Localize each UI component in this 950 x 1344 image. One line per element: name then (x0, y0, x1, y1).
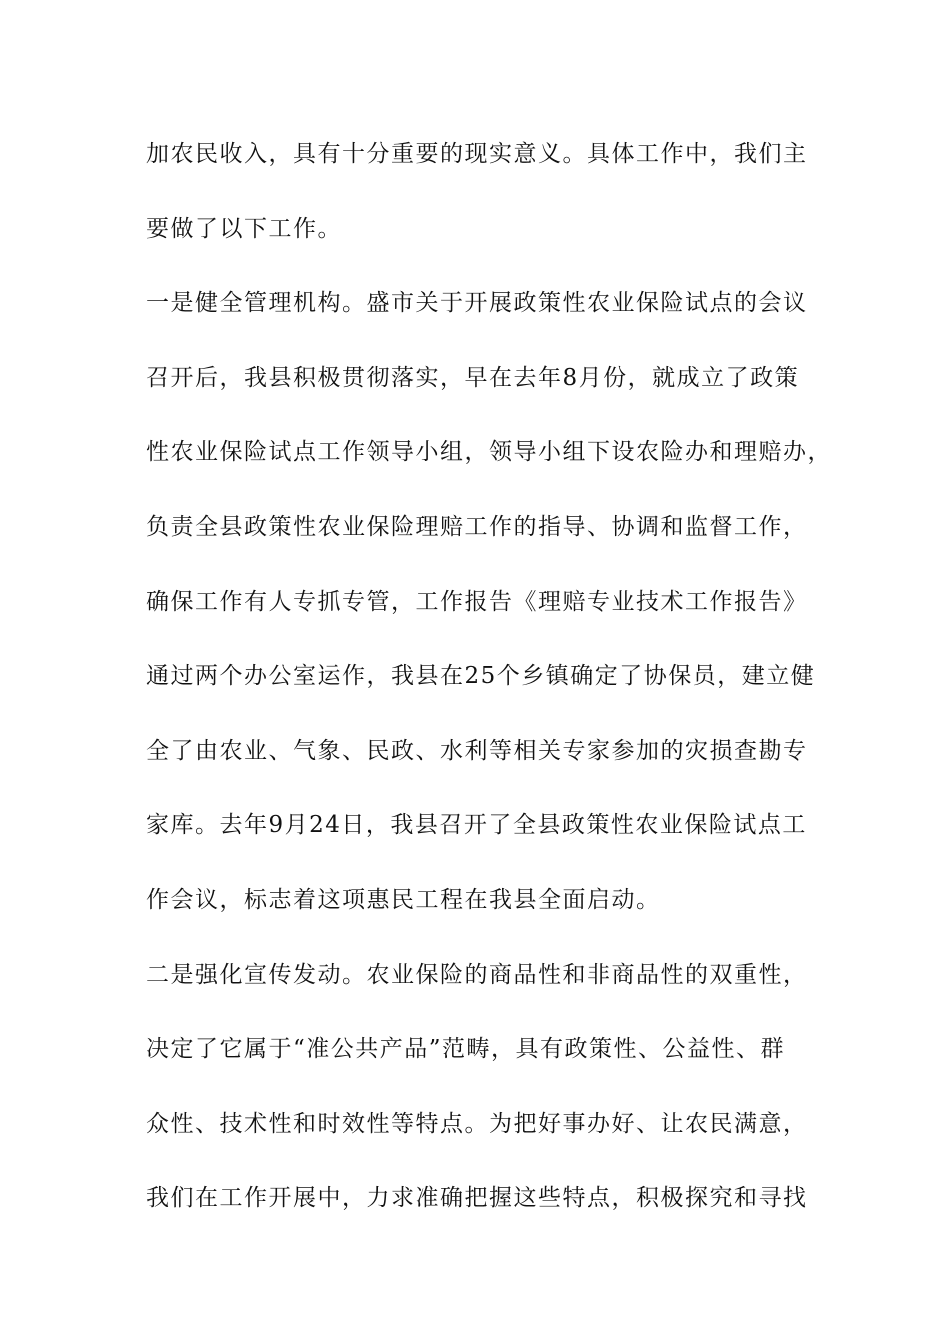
text-line: 通过两个办公室运作，我县在25个乡镇确定了协保员，建立健 (146, 663, 816, 690)
text-line: 召开后，我县积极贯彻落实，早在去年8月份，就成立了政策 (146, 364, 800, 391)
text-line: 要做了以下工作。 (146, 215, 342, 242)
text-line: 我们在工作开展中，力求准确把握这些特点，积极探究和寻找 (146, 1185, 808, 1212)
text-line: 家库。去年9月24日，我县召开了全县政策性农业保险试点工 (146, 812, 807, 839)
text-line: 确保工作有人专抓专管，工作报告《理赔专业技术工作报告》 (146, 588, 808, 615)
body-text (146, 128, 832, 1247)
text-line: 性农业保险试点工作领导小组，领导小组下设农险办和理赔办， (146, 439, 832, 466)
text-line: 负责全县政策性农业保险理赔工作的指导、协调和监督工作， (146, 513, 808, 540)
text-line: 加农民收入，具有十分重要的现实意义。具体工作中，我们主 (146, 141, 808, 167)
text-line: 二是强化宣传发动。农业保险的商品性和非商品性的双重性， (146, 961, 808, 988)
text-line: 决定了它属于“准公共产品”范畴，具有政策性、公益性、群 (146, 1036, 786, 1063)
text-line: 作会议，标志着这项惠民工程在我县全面启动。 (146, 886, 661, 913)
text-line: 众性、技术性和时效性等特点。为把好事办好、让农民满意， (146, 1110, 808, 1137)
text-line: 一是健全管理机构。盛市关于开展政策性农业保险试点的会议 (146, 290, 808, 317)
text-line: 全了由农业、气象、民政、水利等相关专家参加的灾损查勘专 (146, 737, 808, 764)
